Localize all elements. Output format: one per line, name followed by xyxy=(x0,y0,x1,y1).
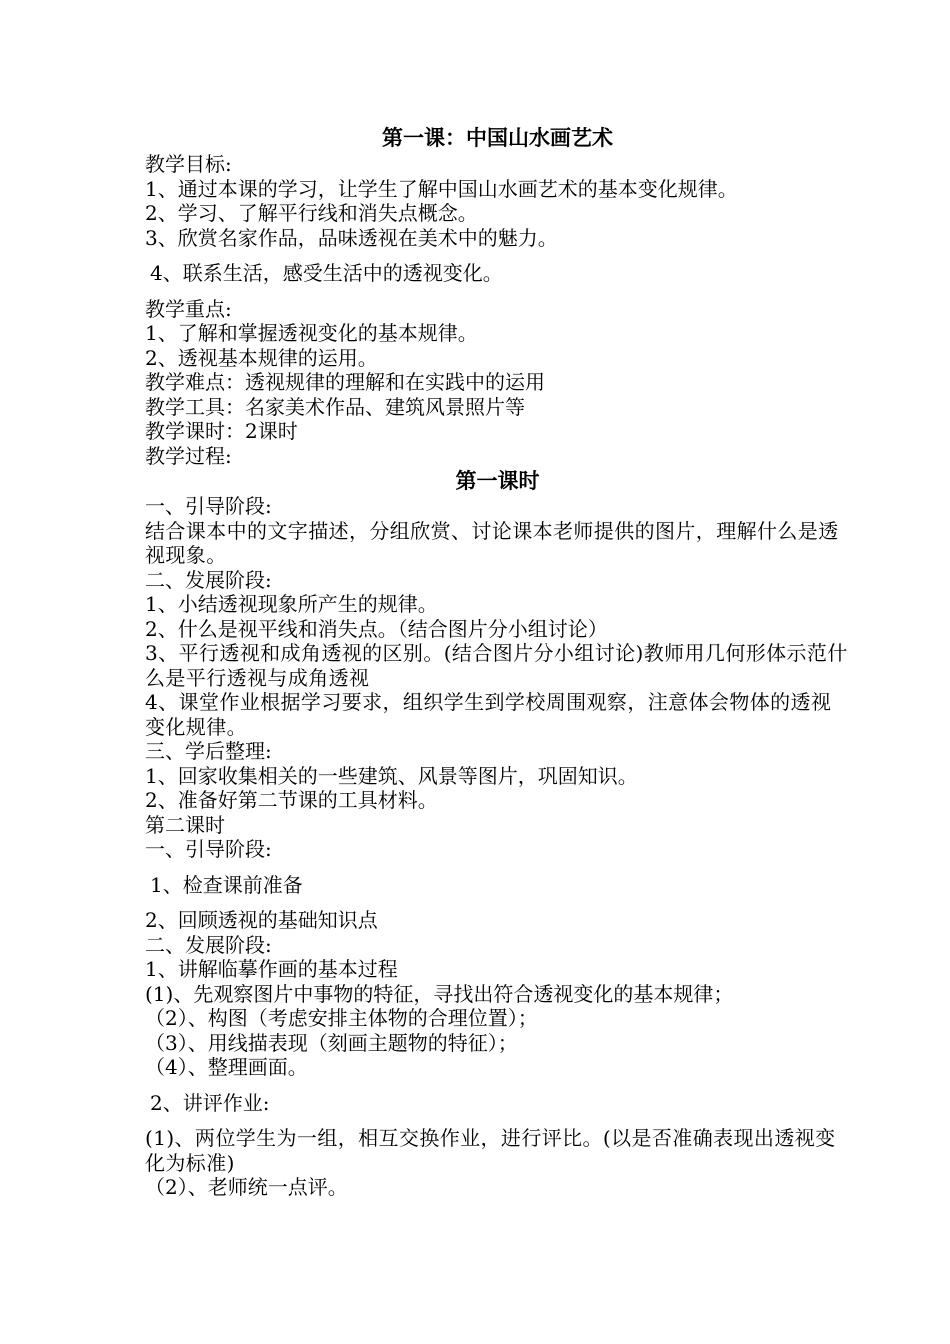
tools-line: 教学工具：名家美术作品、建筑风景照片等 xyxy=(145,394,525,419)
key-points-label: 教学重点: xyxy=(145,296,232,321)
lesson1-stage3-item: 2、准备好第二节课的工具材料。 xyxy=(145,788,438,812)
hours-line: 教学课时：2课时 xyxy=(145,419,298,443)
lesson2-stage2-label: 二、发展阶段: xyxy=(145,932,272,957)
objective-item: 3、欣赏名家作品，品味透视在美术中的魅力。 xyxy=(145,225,558,250)
lesson1-stage2-item: 4、课堂作业根据学习要求，组织学生到学校周围观察，注意体会物体的透视变化规律。 xyxy=(145,690,832,739)
lesson2-review-item: （2）、老师统一点评。 xyxy=(145,1175,348,1199)
lesson2-stage1-item: 1、检查课前准备 xyxy=(150,872,303,897)
lesson1-stage2-label: 二、发展阶段: xyxy=(145,567,272,592)
lesson1-stage2-item: 1、小结透视现象所产生的规律。 xyxy=(145,592,438,616)
objective-item: 4、联系生活，感受生活中的透视变化。 xyxy=(150,261,503,285)
lesson2-explain-item: （4）、整理画面。 xyxy=(145,1055,308,1079)
lesson2-explain-item: (1)、先观察图片中事物的特征，寻找出符合透视变化的基本规律； xyxy=(145,981,734,1006)
key-point-item: 1、了解和掌握透视变化的基本规律。 xyxy=(145,321,478,345)
lesson2-stage1-label: 一、引导阶段: xyxy=(145,837,272,861)
difficulty-line: 教学难点：透视规律的理解和在实践中的运用 xyxy=(145,370,545,394)
lesson2-explain-item: （3）、用线描表现（刻画主题物的特征）； xyxy=(145,1030,518,1055)
lesson2-review-label: 2、讲评作业: xyxy=(150,1090,270,1115)
lesson1-heading: 第一课时 xyxy=(455,468,540,493)
objective-item: 1、通过本课的学习，让学生了解中国山水画艺术的基本变化规律。 xyxy=(145,176,738,201)
lesson2-review-item: (1)、两位学生为一组，相互交换作业，进行评比。(以是否准确表现出透视变化为标准) xyxy=(145,1126,836,1175)
lesson2-heading: 第二课时 xyxy=(145,812,225,837)
key-point-item: 2、透视基本规律的运用。 xyxy=(145,345,378,370)
objectives-label: 教学目标: xyxy=(145,152,232,176)
lesson2-stage1-item: 2、回顾透视的基础知识点 xyxy=(145,908,378,932)
lesson1-stage1-text: 结合课本中的文字描述，分组欣赏、讨论课本老师提供的图片，理解什么是透视现象。 xyxy=(145,518,839,567)
lesson1-stage2-item: 2、什么是视平线和消失点。（结合图片分小组讨论） xyxy=(145,616,608,641)
lesson2-explain-label: 1、讲解临摹作画的基本过程 xyxy=(145,957,398,981)
process-label: 教学过程: xyxy=(145,443,232,468)
lesson1-stage1-label: 一、引导阶段: xyxy=(145,494,272,518)
objective-item: 2、学习、了解平行线和消失点概念。 xyxy=(145,201,478,225)
lesson1-stage3-item: 1、回家收集相关的一些建筑、风景等图片，巩固知识。 xyxy=(145,763,638,788)
lesson1-stage3-label: 三、学后整理: xyxy=(145,739,272,763)
document-title: 第一课：中国山水画艺术 xyxy=(382,125,613,150)
lesson1-stage2-item: 3、平行透视和成角透视的区别。(结合图片分小组讨论)教师用几何形体示范什么是平行透视与成角透视 xyxy=(145,641,848,690)
lesson2-explain-item: （2）、构图（考虑安排主体物的合理位置）； xyxy=(145,1006,538,1030)
